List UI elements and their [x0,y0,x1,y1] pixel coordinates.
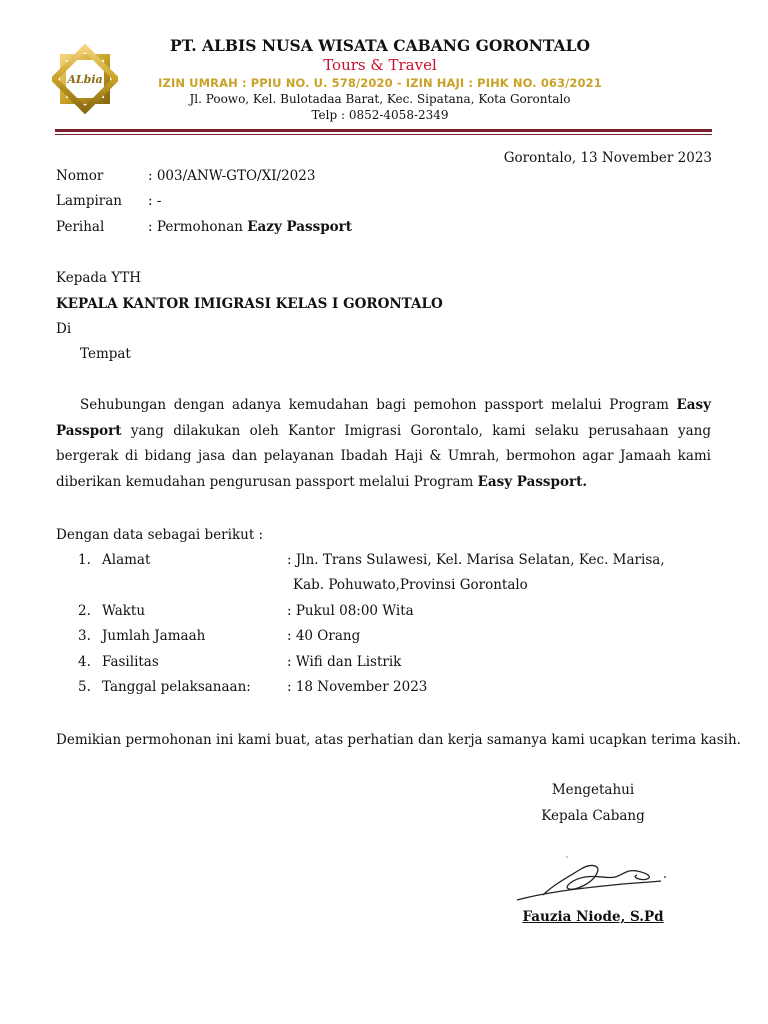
recipient-name: KEPALA KANTOR IMIGRASI KELAS I GORONTALO [56,296,443,312]
detail-key: Fasilitas [102,654,159,670]
detail-value: : 40 Orang [287,628,361,644]
signer-name: Fauzia Niode, S.Pd [522,909,664,925]
perihal-subject: Eazy Passport [247,219,353,235]
acknowledge-label: Mengetahui [551,782,635,798]
detail-value: : Pukul 08:00 Wita [287,603,414,619]
company-address: Jl. Poowo, Kel. Bulotadaa Barat, Kec. Sipatana, Kota Gorontalo [189,92,571,106]
body-text-2: yang dilakukan oleh Kantor Imigrasi Gorontalo, kami selaku perusahaan yang bergerak di bidang jasa dan pelayanan Ibadah Haji & Umrah, bermohon agar Jamaah kami diberikan kemudahan pengurusan passport melalui Program [56,422,711,491]
detail-value: : Jln. Trans Sulawesi, Kel. Marisa Selatan, Kec. Marisa, [287,552,665,568]
signer-position: Kepala Cabang [541,808,645,824]
svg-text:ALbia: ALbia [67,73,103,86]
recipient-greeting: Kepada YTH [56,270,142,286]
detail-number: 5. [78,679,91,695]
body-program-1: Easy Passport [56,397,711,439]
detail-value: : Wifi dan Listrik [287,654,402,670]
detail-number: 2. [78,603,91,619]
nomor-value: : 003/ANW-GTO/XI/2023 [148,168,316,184]
license-numbers: IZIN UMRAH : PPIU NO. U. 578/2020 - IZIN HAJI : PIHK NO. 063/2021 [158,76,602,90]
company-phone: Telp : 0852-4058-2349 [311,108,449,122]
detail-number: 3. [78,628,91,644]
detail-key: Alamat [102,552,151,568]
detail-key: Waktu [102,603,146,619]
body-text-1: Sehubungan dengan adanya kemudahan bagi pemohon passport melalui Program [80,397,677,413]
closing-sentence: Demikian permohonan ini kami buat, atas perhatian dan kerja samanya kami ucapkan terima kasih. [56,732,741,748]
company-name: PT. ALBIS NUSA WISATA CABANG GORONTALO [170,36,590,55]
perihal-prefix: : Permohonan [148,219,248,235]
lampiran-value: : - [148,193,162,209]
perihal-label: Perihal [56,219,105,235]
detail-value-continued: Kab. Pohuwato,Provinsi Gorontalo [293,577,528,593]
recipient-di: Di [56,321,72,337]
detail-key: Tanggal pelaksanaan: [102,679,251,695]
perihal-value [148,219,352,235]
nomor-label: Nomor [56,168,104,184]
header-rule-thick [55,129,712,132]
handwritten-signature [513,855,673,905]
company-tagline: Tours & Travel [323,56,437,74]
company-logo [52,36,118,122]
detail-number: 1. [78,552,91,568]
body-program-2: Easy Passport. [477,474,588,491]
body-paragraph [56,393,711,496]
recipient-place: Tempat [80,346,131,362]
data-intro: Dengan data sebagai berikut : [56,527,264,543]
header-rule-thin [55,134,712,135]
detail-key: Jumlah Jamaah [102,628,206,644]
letter-date: Gorontalo, 13 November 2023 [503,150,712,166]
detail-number: 4. [78,654,91,670]
lampiran-label: Lampiran [56,193,122,209]
detail-value: : 18 November 2023 [287,679,428,695]
